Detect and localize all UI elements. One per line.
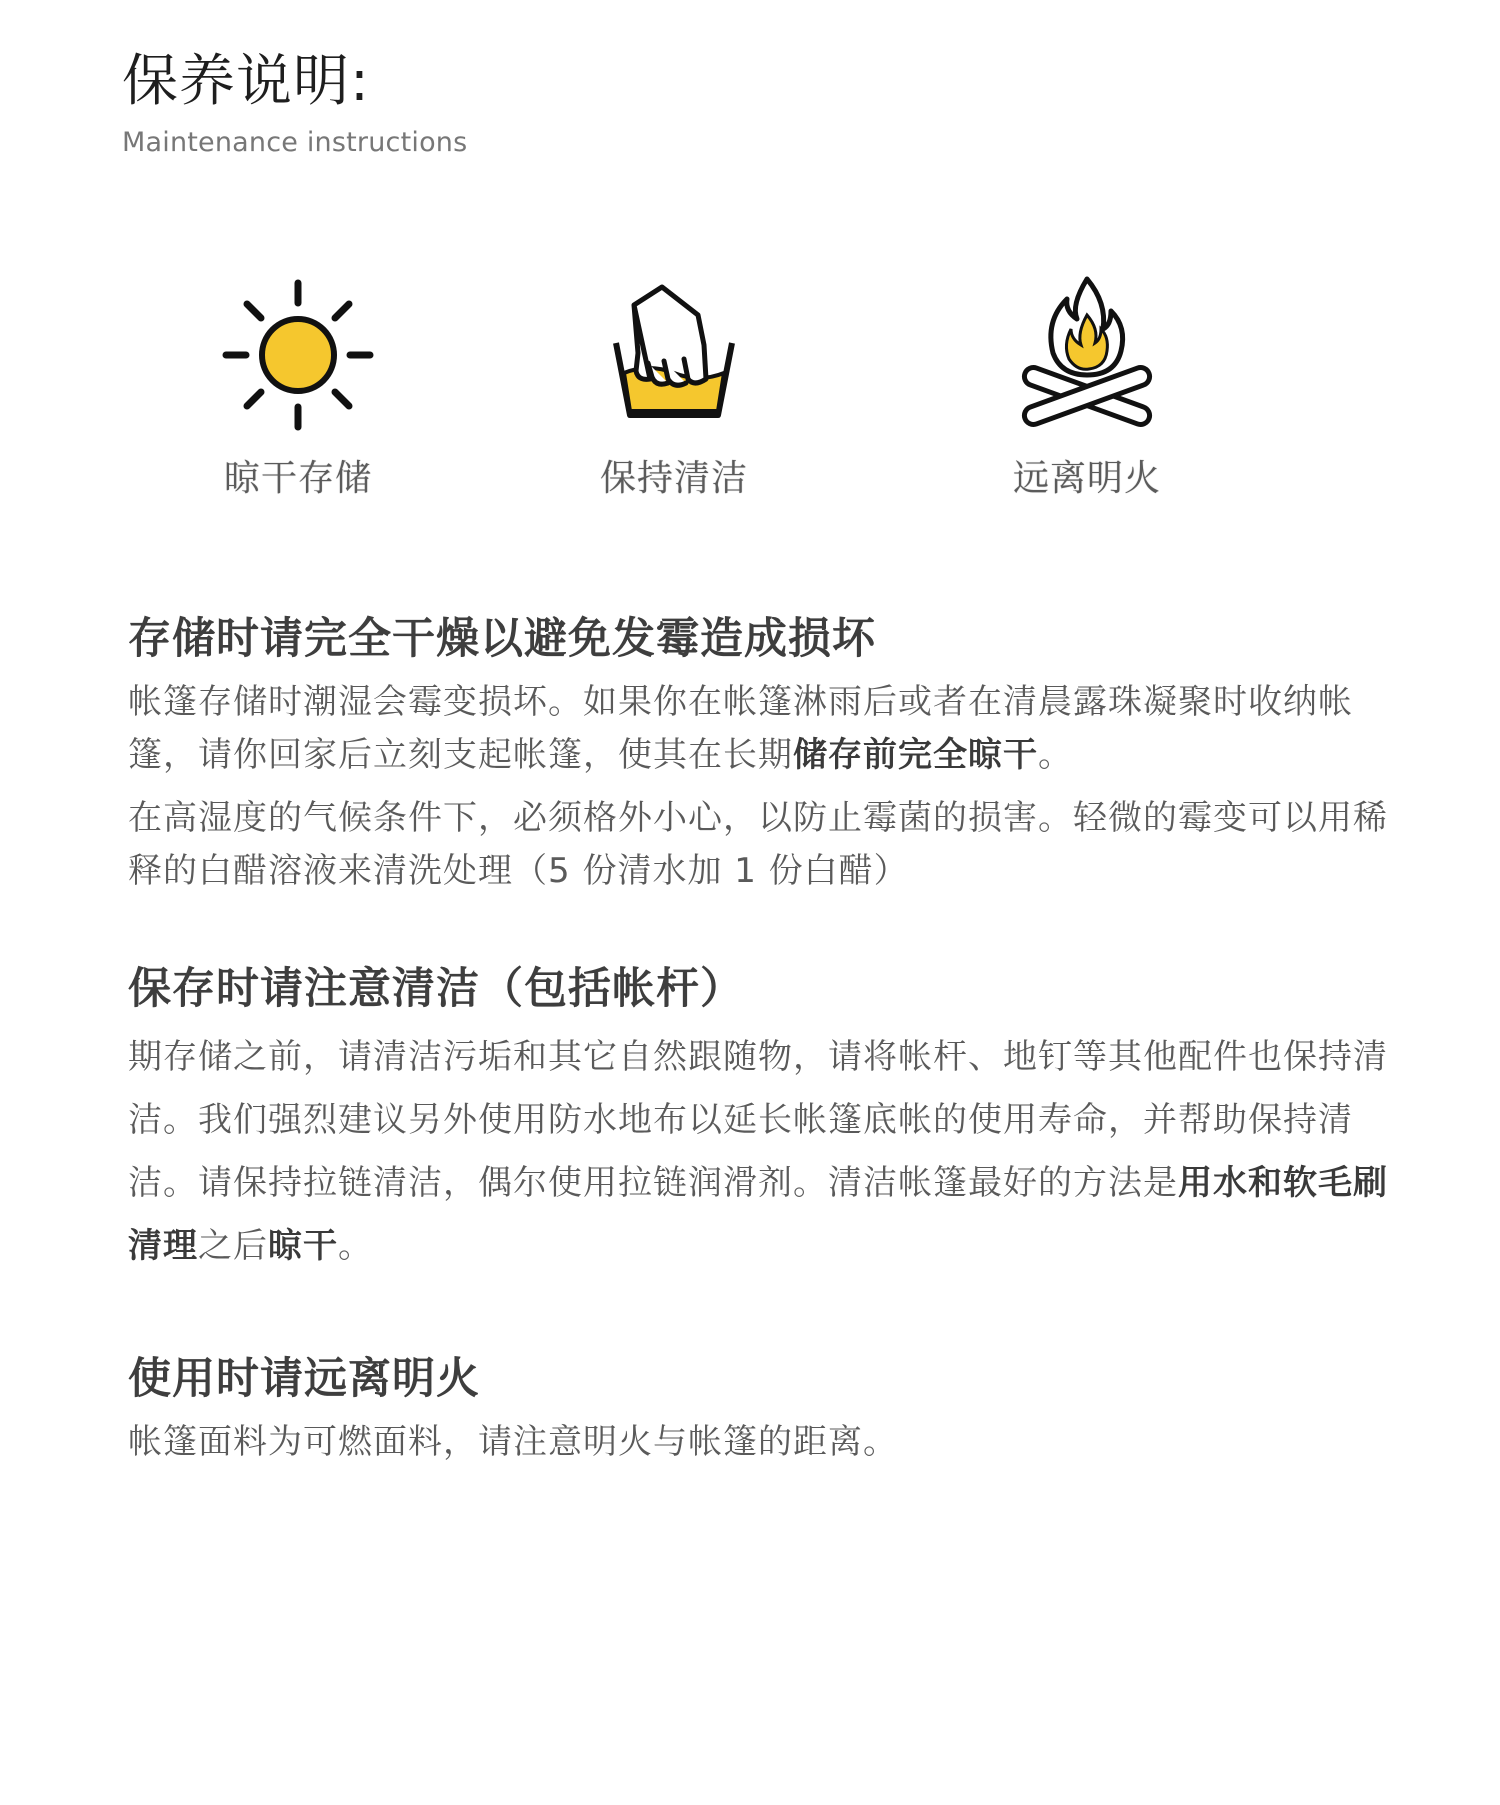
care-icon-row	[0, 275, 1500, 535]
section-paragraph: 期存储之前，请清洁污垢和其它自然跟随物，请将帐杆、地钉等其他配件也保持清洁。我们强烈建议另外使用防水地布以延长帐篷底帐的使用寿命，并帮助保持清洁。请保持拉链清洁，偶尔使用拉链润滑剂。清洁帐篷最好的方法是用水和软毛刷清理之后晾干。	[128, 1037, 1388, 1266]
section-fire-safety	[128, 1352, 1393, 1469]
section-dry-storage	[128, 612, 1393, 898]
section-heading: 使用时请远离明火	[128, 1354, 480, 1404]
emphasis-text: 用水和软毛刷清理	[128, 1163, 1388, 1266]
section-cleaning	[128, 962, 1393, 1278]
care-label-fire: 远离明火	[1012, 458, 1161, 499]
care-label-dry: 晾干存储	[223, 458, 372, 499]
hand-wash-icon	[594, 275, 754, 435]
care-item-clean	[544, 275, 804, 501]
care-item-dry	[168, 275, 428, 501]
page-subtitle: Maintenance instructions	[122, 127, 468, 158]
campfire-icon	[1007, 275, 1167, 435]
emphasis-text: 储存前完全晾干	[793, 735, 1038, 775]
section-heading: 保存时请注意清洁（包括帐杆）	[128, 964, 744, 1014]
section-paragraph: 在高湿度的气候条件下，必须格外小心，以防止霉菌的损害。轻微的霉变可以用稀释的白醋溶液来清洗处理（5 份清水加 1 份白醋）	[128, 798, 1388, 891]
section-heading: 存储时请完全干燥以避免发霉造成损坏	[128, 614, 876, 664]
care-label-clean: 保持清洁	[599, 458, 748, 499]
emphasis-text: 晾干	[268, 1226, 338, 1266]
section-paragraph: 帐篷面料为可燃面料，请注意明火与帐篷的距离。	[128, 1422, 898, 1462]
page-title: 保养说明:	[122, 49, 370, 114]
page-header	[122, 50, 467, 160]
section-paragraph: 帐篷存储时潮湿会霉变损坏。如果你在帐篷淋雨后或者在清晨露珠凝聚时收纳帐篷，请你回家后立刻支起帐篷，使其在长期储存前完全晾干。	[128, 682, 1353, 775]
sun-icon	[218, 275, 378, 435]
care-item-fire	[957, 275, 1217, 501]
